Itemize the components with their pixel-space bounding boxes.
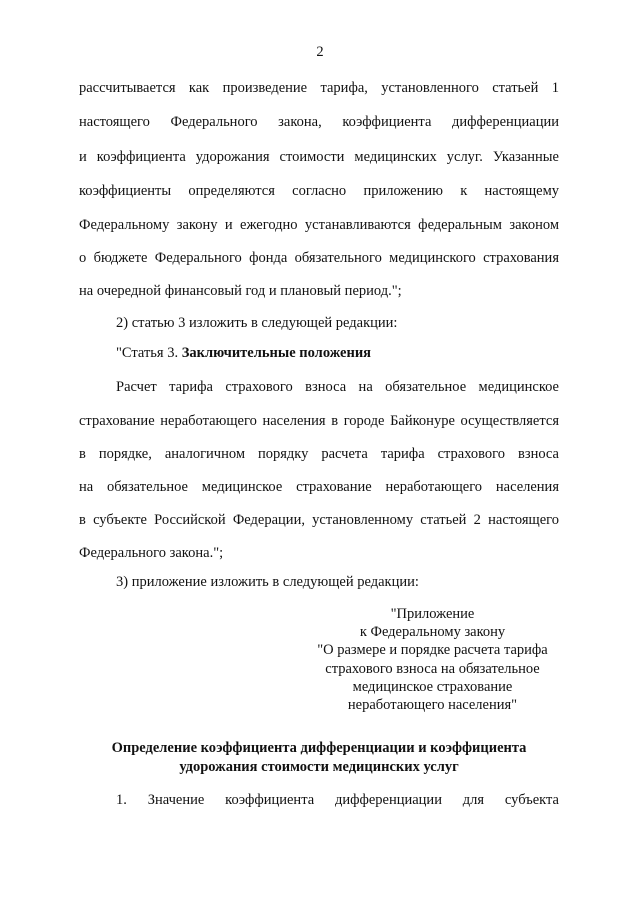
text-line: в субъекте Российской Федерации, установленному статьей 2 настоящего [79, 512, 559, 528]
page-number: 2 [316, 44, 324, 60]
appendix-line: к Федеральному закону [359, 624, 506, 641]
list-item-2: 2) статью 3 изложить в следующей редакции: [116, 315, 398, 331]
appendix-line: "Приложение [390, 606, 475, 622]
heading-line: удорожания стоимости медицинских услуг [179, 759, 459, 775]
section-heading [79, 739, 559, 777]
appendix-line: медицинское страхование [352, 678, 513, 695]
article-prefix: "Статья 3. [116, 345, 182, 361]
text-line: Федерального закона."; [79, 545, 224, 561]
appendix-caption [300, 605, 565, 714]
text-line: о бюджете Федерального фонда обязательного медицинского страхования [79, 250, 559, 266]
list-item-3: 3) приложение изложить в следующей редакции: [116, 574, 419, 590]
text-line: на обязательное медицинское страхование неработающего населения [79, 479, 559, 495]
appendix-line: "О размере и порядке расчета тарифа [317, 642, 548, 659]
text-line: Федеральному закону и ежегодно устанавливаются федеральным законом [79, 217, 559, 233]
text-line: на очередной финансовый год и плановый период."; [79, 283, 402, 299]
appendix-line: неработающего населения" [347, 697, 518, 714]
text-line: рассчитывается как произведение тарифа, установленного статьей 1 [79, 80, 559, 96]
text-line: настоящего Федерального закона, коэффициента дифференциации [79, 114, 559, 130]
text-line: коэффициенты определяются согласно приложению к настоящему [79, 183, 559, 199]
article-3-heading [116, 345, 559, 362]
text-line: в порядке, аналогичном порядку расчета тарифа страхового взноса [79, 446, 559, 462]
appendix-line: страхового взноса на обязательное [325, 660, 540, 677]
text-line: страхование неработающего населения в городе Байконуре осуществляется [79, 413, 559, 429]
list-item-1: 1. Значение коэффициента дифференциации для субъекта [116, 792, 559, 808]
heading-line: Определение коэффициента дифференциации и коэффициента [111, 740, 527, 756]
text-line: Расчет тарифа страхового взноса на обязательное медицинское [116, 379, 559, 395]
article-title: Заключительные положения [181, 345, 372, 361]
text-line: и коэффициента удорожания стоимости медицинских услуг. Указанные [79, 149, 559, 165]
